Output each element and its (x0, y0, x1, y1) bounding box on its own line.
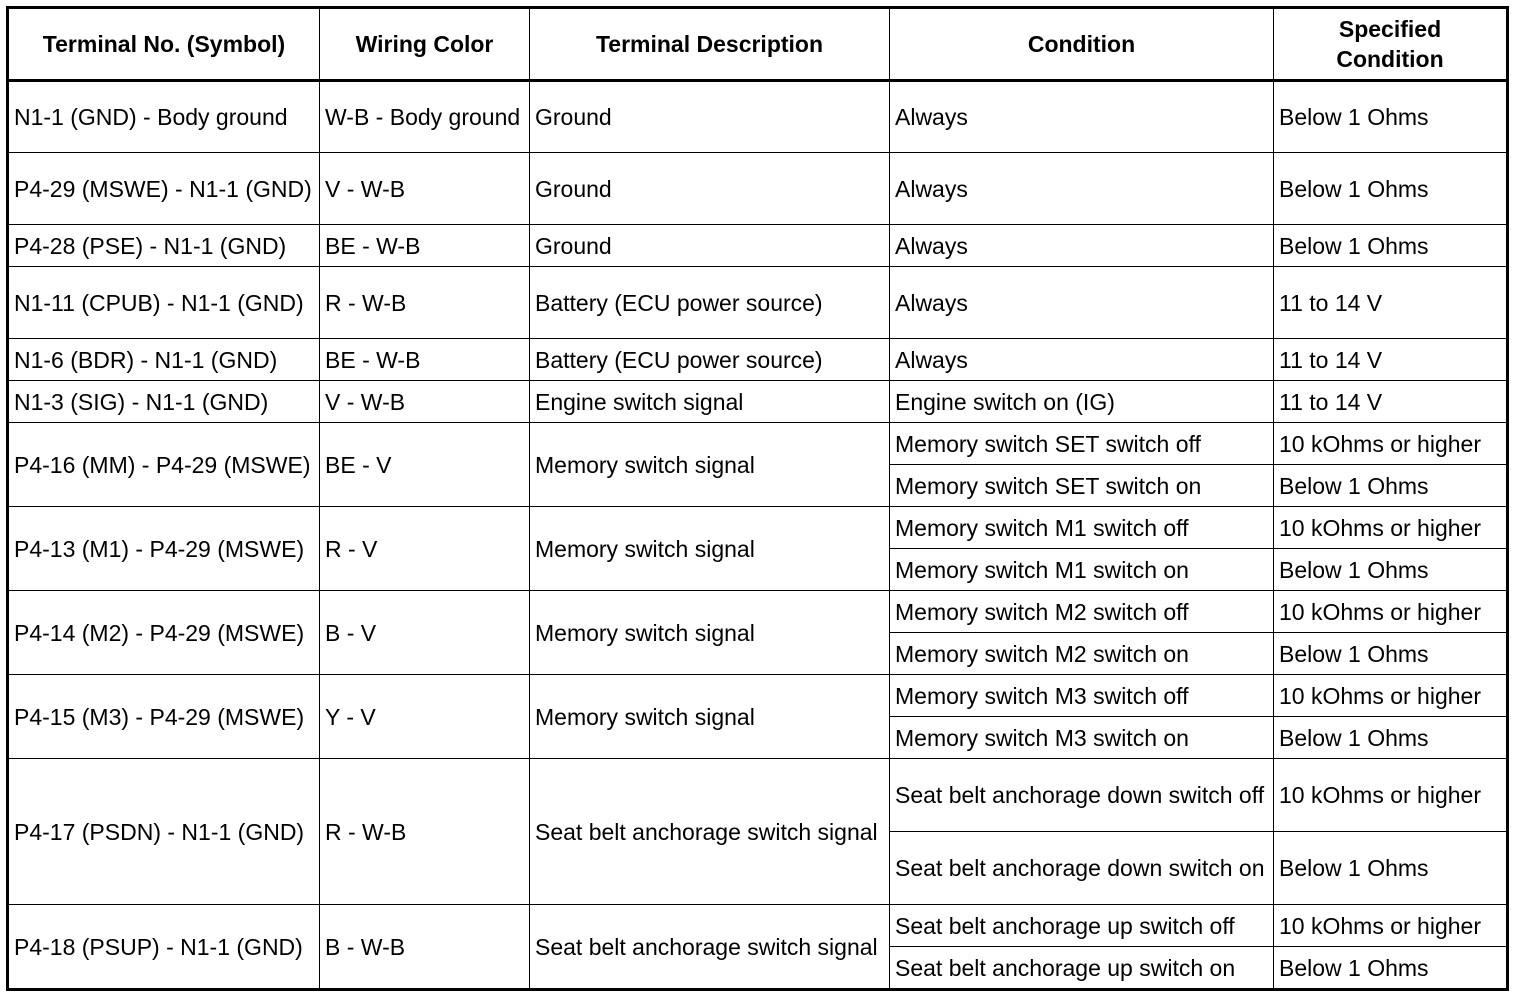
description-cell: Engine switch signal (530, 381, 890, 423)
specified-cell: 10 kOhms or higher (1274, 905, 1508, 947)
terminal-cell: P4-14 (M2) - P4-29 (MSWE) (8, 591, 320, 675)
terminal-cell: P4-28 (PSE) - N1-1 (GND) (8, 225, 320, 267)
specified-cell: 10 kOhms or higher (1274, 591, 1508, 633)
specified-cell: Below 1 Ohms (1274, 465, 1508, 507)
terminal-cell: N1-1 (GND) - Body ground (8, 81, 320, 153)
terminal-spec-table (6, 6, 1509, 991)
condition-cell: Memory switch M2 switch on (890, 633, 1274, 675)
specified-cell: 10 kOhms or higher (1274, 759, 1508, 832)
wiring-cell: R - W-B (320, 759, 530, 905)
condition-cell: Memory switch M3 switch on (890, 717, 1274, 759)
table-row (8, 153, 1508, 225)
wiring-cell: BE - W-B (320, 225, 530, 267)
terminal-cell: N1-6 (BDR) - N1-1 (GND) (8, 339, 320, 381)
terminal-cell: N1-11 (CPUB) - N1-1 (GND) (8, 267, 320, 339)
table-row (8, 591, 1508, 633)
terminal-cell: P4-16 (MM) - P4-29 (MSWE) (8, 423, 320, 507)
specified-cell: Below 1 Ohms (1274, 832, 1508, 905)
description-cell: Ground (530, 81, 890, 153)
header-terminal-description: Terminal Description (530, 8, 890, 81)
table-row (8, 905, 1508, 947)
header-terminal: Terminal No. (Symbol) (8, 8, 320, 81)
terminal-cell: N1-3 (SIG) - N1-1 (GND) (8, 381, 320, 423)
specified-cell: Below 1 Ohms (1274, 947, 1508, 990)
terminal-cell: P4-17 (PSDN) - N1-1 (GND) (8, 759, 320, 905)
description-cell: Seat belt anchorage switch signal (530, 905, 890, 990)
wiring-cell: V - W-B (320, 153, 530, 225)
specified-cell: 10 kOhms or higher (1274, 675, 1508, 717)
condition-cell: Memory switch M2 switch off (890, 591, 1274, 633)
table-row (8, 423, 1508, 465)
header-condition: Condition (890, 8, 1274, 81)
specified-cell: Below 1 Ohms (1274, 153, 1508, 225)
specified-cell: 10 kOhms or higher (1274, 507, 1508, 549)
terminal-cell: P4-13 (M1) - P4-29 (MSWE) (8, 507, 320, 591)
condition-cell: Always (890, 267, 1274, 339)
condition-cell: Always (890, 339, 1274, 381)
table-row (8, 675, 1508, 717)
condition-cell: Memory switch SET switch off (890, 423, 1274, 465)
specified-cell: 10 kOhms or higher (1274, 423, 1508, 465)
condition-cell: Memory switch M3 switch off (890, 675, 1274, 717)
specified-cell: 11 to 14 V (1274, 381, 1508, 423)
description-cell: Memory switch signal (530, 591, 890, 675)
description-cell: Ground (530, 225, 890, 267)
wiring-cell: W-B - Body ground (320, 81, 530, 153)
wiring-cell: BE - W-B (320, 339, 530, 381)
table-row (8, 339, 1508, 381)
condition-cell: Seat belt anchorage down switch on (890, 832, 1274, 905)
condition-cell: Engine switch on (IG) (890, 381, 1274, 423)
condition-cell: Seat belt anchorage down switch off (890, 759, 1274, 832)
specified-cell: Below 1 Ohms (1274, 717, 1508, 759)
description-cell: Battery (ECU power source) (530, 339, 890, 381)
table-row (8, 267, 1508, 339)
header-specified-condition: Specified Condition (1274, 8, 1508, 81)
description-cell: Battery (ECU power source) (530, 267, 890, 339)
description-cell: Memory switch signal (530, 507, 890, 591)
wiring-cell: V - W-B (320, 381, 530, 423)
description-cell: Memory switch signal (530, 423, 890, 507)
terminal-cell: P4-18 (PSUP) - N1-1 (GND) (8, 905, 320, 990)
condition-cell: Always (890, 81, 1274, 153)
condition-cell: Memory switch M1 switch off (890, 507, 1274, 549)
condition-cell: Memory switch SET switch on (890, 465, 1274, 507)
table-row (8, 81, 1508, 153)
header-wiring-color: Wiring Color (320, 8, 530, 81)
table-row (8, 759, 1508, 832)
description-cell: Seat belt anchorage switch signal (530, 759, 890, 905)
wiring-cell: R - V (320, 507, 530, 591)
wiring-cell: R - W-B (320, 267, 530, 339)
condition-cell: Seat belt anchorage up switch on (890, 947, 1274, 990)
specified-cell: Below 1 Ohms (1274, 633, 1508, 675)
table-row (8, 381, 1508, 423)
wiring-cell: Y - V (320, 675, 530, 759)
specified-cell: Below 1 Ohms (1274, 81, 1508, 153)
condition-cell: Always (890, 153, 1274, 225)
description-cell: Memory switch signal (530, 675, 890, 759)
terminal-cell: P4-29 (MSWE) - N1-1 (GND) (8, 153, 320, 225)
specified-cell: 11 to 14 V (1274, 267, 1508, 339)
description-cell: Ground (530, 153, 890, 225)
wiring-cell: B - W-B (320, 905, 530, 990)
terminal-cell: P4-15 (M3) - P4-29 (MSWE) (8, 675, 320, 759)
wiring-cell: BE - V (320, 423, 530, 507)
table-row (8, 225, 1508, 267)
header-row (8, 8, 1508, 81)
specified-cell: Below 1 Ohms (1274, 225, 1508, 267)
wiring-cell: B - V (320, 591, 530, 675)
condition-cell: Seat belt anchorage up switch off (890, 905, 1274, 947)
specified-cell: Below 1 Ohms (1274, 549, 1508, 591)
condition-cell: Always (890, 225, 1274, 267)
specified-cell: 11 to 14 V (1274, 339, 1508, 381)
table-row (8, 507, 1508, 549)
condition-cell: Memory switch M1 switch on (890, 549, 1274, 591)
